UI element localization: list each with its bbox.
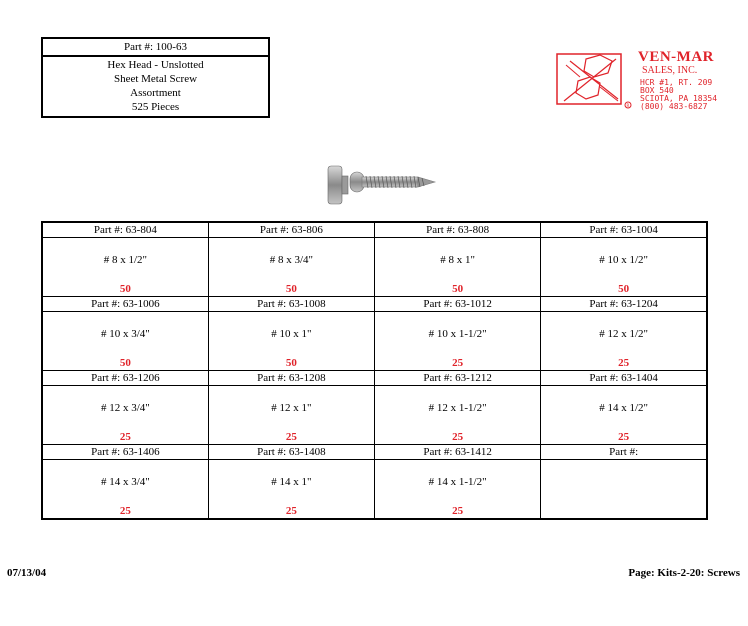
part-number: Part #:: [541, 445, 706, 460]
part-number: Part #: 63-1206: [43, 371, 208, 386]
part-cell: [208, 222, 374, 297]
part-number: Part #: 63-1412: [375, 445, 540, 460]
quantity: 25: [618, 357, 630, 369]
part-number: Part #: 63-1208: [209, 371, 374, 386]
footer-date: 07/13/04: [7, 567, 47, 579]
description-line: 525 Pieces: [131, 101, 180, 113]
screw-size: # 10 x 1/2": [599, 254, 649, 266]
part-number: Part #: 63-1008: [209, 297, 374, 312]
company-logo: [556, 49, 718, 111]
svg-text:R: R: [626, 103, 630, 108]
bolt-logo-icon: [556, 53, 636, 113]
part-number: Part #: 63-1012: [375, 297, 540, 312]
screw-size: # 10 x 1-1/2": [428, 328, 487, 340]
assortment-description: [43, 57, 268, 116]
part-number: Part #: 63-1406: [43, 445, 208, 460]
table-row: [42, 445, 707, 520]
address-line: HCR #1, RT. 209: [640, 78, 713, 87]
part-number: Part #: 63-1204: [541, 297, 706, 312]
part-cell: [42, 297, 208, 371]
table-row: [42, 297, 707, 371]
screw-size: # 8 x 1/2": [103, 254, 148, 266]
part-cell: [375, 371, 541, 445]
quantity: 50: [452, 283, 464, 295]
description-line: Sheet Metal Screw: [113, 73, 198, 85]
screw-size: # 14 x 1/2": [599, 402, 649, 414]
title-box: [41, 37, 270, 118]
quantity: 50: [618, 283, 630, 295]
quantity: 50: [119, 357, 131, 369]
address-line: BOX 540: [640, 86, 674, 95]
quantity: [541, 504, 706, 518]
footer-page-label: Page: Kits-2-20: Screws: [628, 567, 740, 579]
screw-size: # 10 x 1": [271, 328, 312, 340]
part-cell: [375, 297, 541, 371]
quantity: 50: [285, 283, 297, 295]
part-cell: [208, 297, 374, 371]
quantity: 25: [285, 505, 297, 517]
part-number: Part #: 63-1006: [43, 297, 208, 312]
part-cell: [541, 445, 707, 520]
part-cell: [208, 371, 374, 445]
part-cell: [541, 297, 707, 371]
quantity: 25: [452, 431, 464, 443]
quantity: 25: [452, 505, 464, 517]
screw-image-icon: [325, 164, 437, 208]
screw-size: # 8 x 3/4": [269, 254, 314, 266]
part-number: Part #: 63-804: [43, 223, 208, 238]
screw-size: # 14 x 1-1/2": [428, 476, 487, 488]
part-number: Part #: 63-1404: [541, 371, 706, 386]
company-name: VEN-MAR: [638, 49, 714, 65]
screw-size: # 12 x 1-1/2": [428, 402, 487, 414]
screw-size: # 10 x 3/4": [100, 328, 150, 340]
quantity: 50: [285, 357, 297, 369]
quantity: 25: [119, 431, 131, 443]
screw-size: [541, 460, 706, 504]
part-cell: [541, 222, 707, 297]
screw-size: # 12 x 3/4": [100, 402, 150, 414]
table-row: [42, 371, 707, 445]
screw-size: # 8 x 1": [440, 254, 475, 266]
part-cell: [375, 445, 541, 520]
part-cell: [541, 371, 707, 445]
company-subtitle: SALES, INC.: [642, 65, 698, 76]
part-number: Part #: 63-808: [375, 223, 540, 238]
phone-number: (800) 483-6827: [640, 102, 708, 111]
part-number: Part #: 63-1408: [209, 445, 374, 460]
assortment-part-number: Part #: 100-63: [43, 39, 268, 57]
quantity: 25: [285, 431, 297, 443]
quantity: 25: [618, 431, 630, 443]
screw-size: # 14 x 1": [271, 476, 312, 488]
quantity: 50: [119, 283, 131, 295]
address-line: SCIOTA, PA 18354: [640, 94, 718, 103]
screw-size: # 12 x 1/2": [599, 328, 649, 340]
parts-table: [41, 221, 708, 520]
part-cell: [375, 222, 541, 297]
screw-size: # 12 x 1": [271, 402, 312, 414]
table-row: [42, 222, 707, 297]
part-cell: [208, 445, 374, 520]
description-line: Hex Head - Unslotted: [107, 59, 204, 71]
part-cell: [42, 371, 208, 445]
screw-size: # 14 x 3/4": [100, 476, 150, 488]
part-number: Part #: 63-1212: [375, 371, 540, 386]
part-cell: [42, 445, 208, 520]
part-cell: [42, 222, 208, 297]
quantity: 25: [119, 505, 131, 517]
quantity: 25: [452, 357, 464, 369]
description-line: Assortment: [130, 87, 181, 99]
part-number: Part #: 63-1004: [541, 223, 706, 238]
part-number: Part #: 63-806: [209, 223, 374, 238]
